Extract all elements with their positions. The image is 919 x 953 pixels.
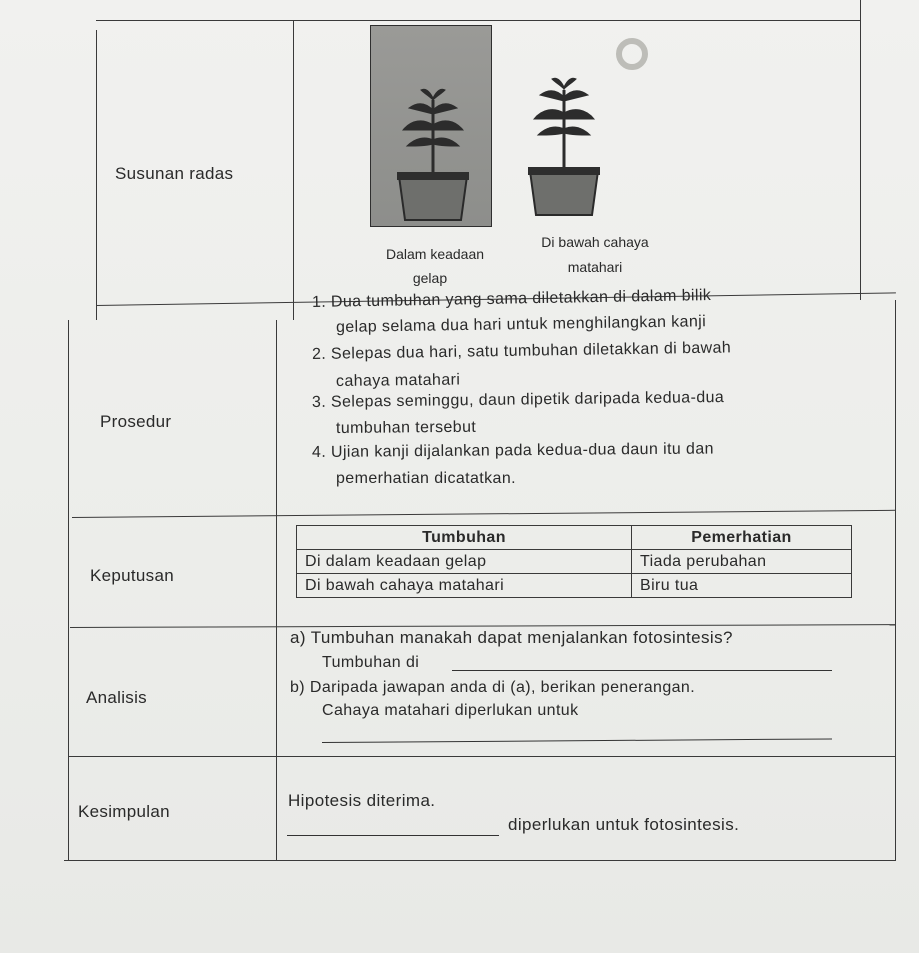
plant-in-sunlight-illustration bbox=[518, 75, 613, 220]
table-border-left-lower bbox=[68, 320, 69, 860]
result-table-header bbox=[297, 526, 852, 550]
procedure-step-3-line1: 3. Selepas seminggu, daun dipetik daripada kedua-dua bbox=[311, 388, 725, 411]
analysis-question-b: b) Daripada jawapan anda di (a), berikan penerangan. bbox=[290, 679, 696, 696]
row-label-analysis: Analisis bbox=[86, 688, 147, 707]
answer-blank-b[interactable] bbox=[322, 738, 832, 743]
procedure-step-4-line2: pemerhatian dicatatkan. bbox=[336, 470, 516, 487]
table-border-right-lower bbox=[895, 300, 896, 860]
table-border-bottom bbox=[64, 860, 896, 861]
caption-dark-line2: gelap bbox=[412, 270, 448, 286]
cell-plant: Di dalam keadaan gelap bbox=[297, 550, 632, 574]
procedure-step-1-line2: gelap selama dua hari untuk menghilangkan kanji bbox=[335, 313, 707, 336]
table-border-right bbox=[860, 0, 861, 300]
analysis-answer-b-prefix: Cahaya matahari diperlukan untuk bbox=[322, 702, 579, 719]
answer-blank-a[interactable] bbox=[452, 670, 832, 671]
row-label-apparatus: Susunan radas bbox=[115, 164, 234, 183]
procedure-step-2-line1: 2. Selepas dua hari, satu tumbuhan diletakkan di bawah bbox=[311, 339, 732, 363]
row-label-conclusion: Kesimpulan bbox=[78, 802, 170, 821]
sun-icon bbox=[610, 36, 654, 72]
conclusion-statement: Hipotesis diterima. bbox=[288, 791, 436, 810]
caption-sunlight-line1: Di bawah cahaya bbox=[541, 234, 649, 250]
analysis-answer-a-prefix: Tumbuhan di bbox=[322, 654, 420, 671]
procedure-step-3-line2: tumbuhan tersebut bbox=[335, 418, 477, 437]
conclusion-suffix: diperlukan untuk fotosintesis. bbox=[508, 815, 740, 834]
row-divider-procedure bbox=[72, 510, 896, 518]
row-label-result: Keputusan bbox=[90, 566, 174, 585]
answer-blank-conclusion[interactable] bbox=[287, 835, 499, 836]
procedure-step-4-line1: 4. Ujian kanji dijalankan pada kedua-dua daun itu dan bbox=[311, 440, 714, 461]
cell-observation: Biru tua bbox=[632, 574, 852, 598]
plant-in-dark-illustration bbox=[385, 80, 480, 225]
analysis-question-a: a) Tumbuhan manakah dapat menjalankan fotosintesis? bbox=[290, 628, 733, 647]
result-table bbox=[296, 525, 852, 598]
cell-observation: Tiada perubahan bbox=[632, 550, 852, 574]
caption-dark-line1: Dalam keadaan bbox=[385, 246, 485, 262]
table-border-left bbox=[96, 30, 97, 320]
table-row bbox=[297, 550, 852, 574]
caption-sunlight-line2: matahari bbox=[567, 259, 623, 275]
column-header-observation: Pemerhatian bbox=[632, 526, 852, 550]
row-label-procedure: Prosedur bbox=[100, 412, 172, 431]
column-header-plant: Tumbuhan bbox=[297, 526, 632, 550]
table-row bbox=[297, 574, 852, 598]
row-divider-analysis bbox=[68, 756, 896, 757]
column-divider-lower bbox=[276, 320, 277, 860]
column-divider bbox=[293, 20, 294, 320]
cell-plant: Di bawah cahaya matahari bbox=[297, 574, 632, 598]
procedure-step-2-line2: cahaya matahari bbox=[335, 371, 461, 390]
row-divider-top bbox=[96, 20, 860, 21]
procedure-step-1-line1: 1. Dua tumbuhan yang sama diletakkan di dalam bilik bbox=[311, 287, 712, 311]
